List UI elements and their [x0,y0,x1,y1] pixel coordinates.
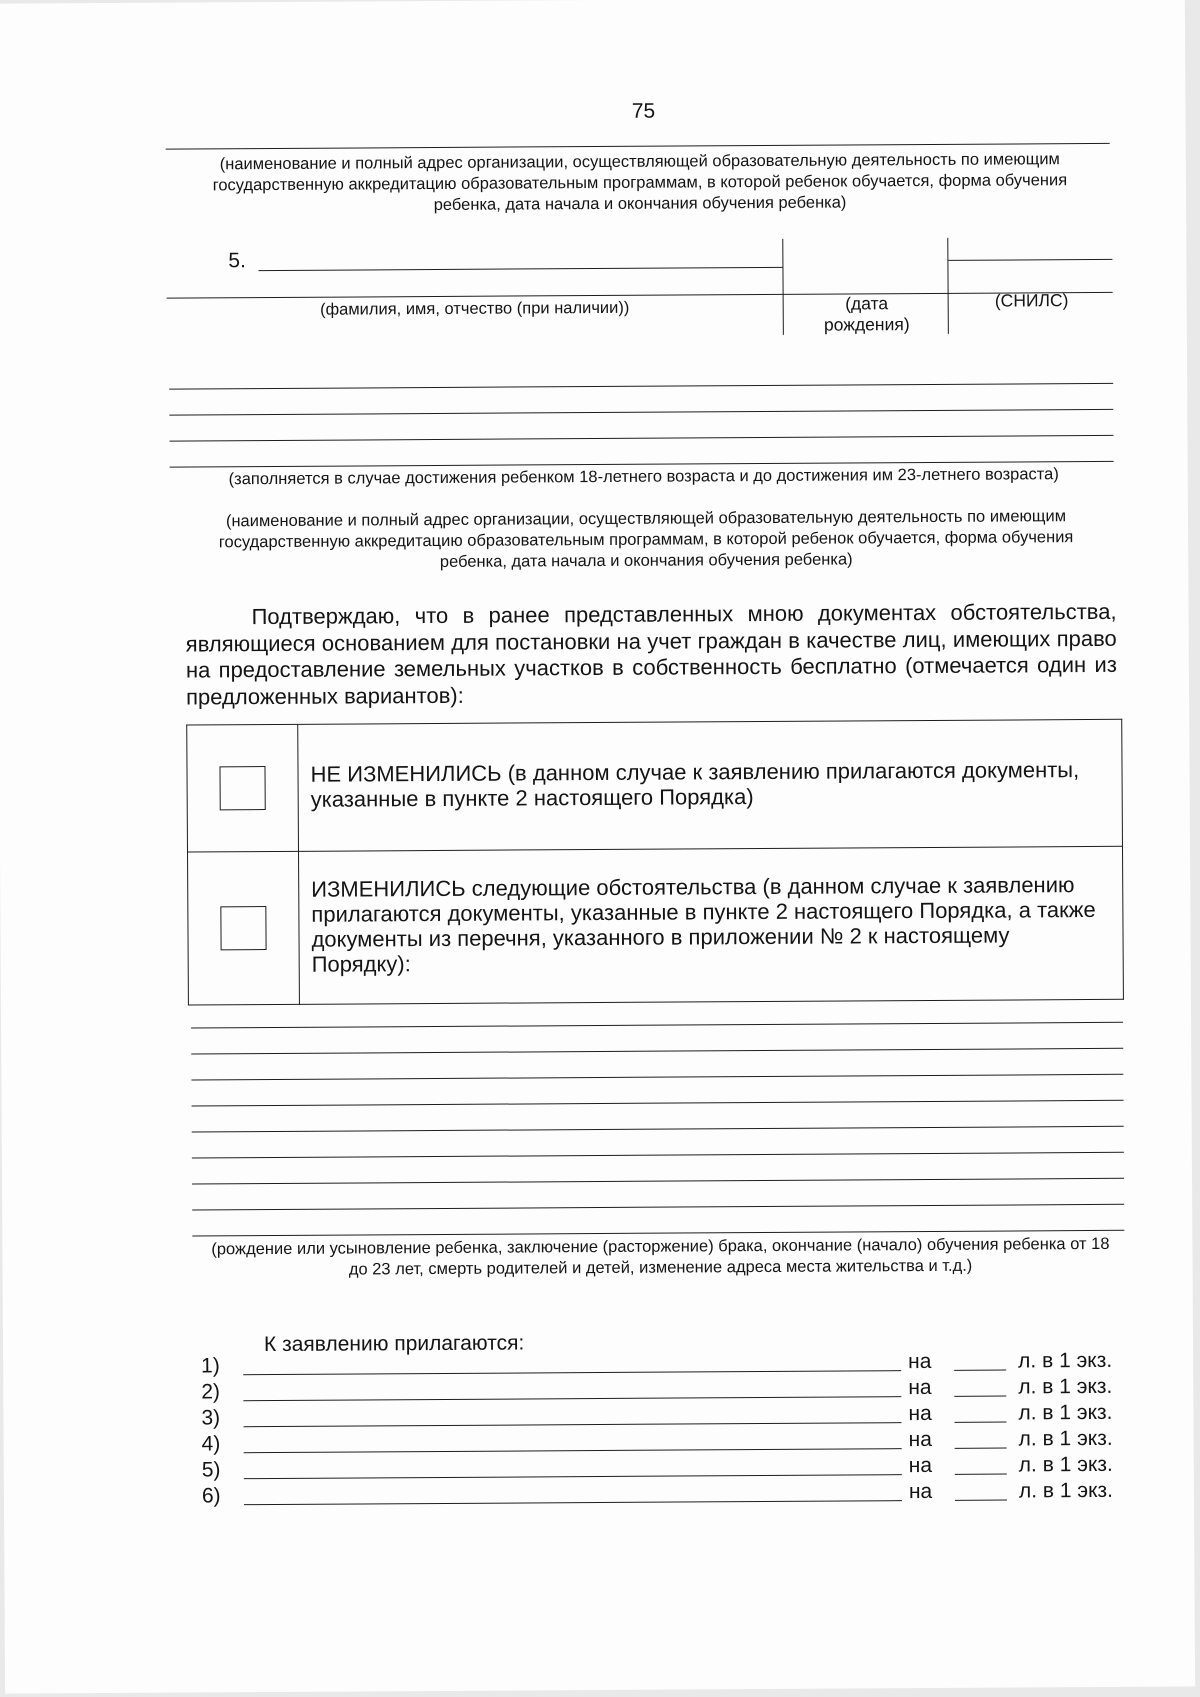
child-birth-caption: (дата рождения) [823,293,910,335]
attachment-name-field[interactable] [243,1396,901,1401]
attachments-heading: К заявлению прилагаются: [263,1331,525,1357]
attachment-na: на [908,1427,932,1452]
attachment-pages-field[interactable] [954,1370,1006,1371]
org-field-line[interactable] [169,383,1113,390]
attachment-suffix: л. в 1 экз. [1018,1478,1114,1503]
circumstances-field-line[interactable] [191,1022,1123,1029]
attachment-pages-field[interactable] [954,1422,1006,1423]
options-table [186,719,1124,1006]
child-divider-2 [947,238,949,334]
changed-checkbox[interactable] [220,906,266,950]
circumstances-field-line[interactable] [192,1100,1124,1107]
child-snils-field[interactable] [948,259,1112,261]
circumstances-field-line[interactable] [192,1178,1124,1185]
circumstances-field-line[interactable] [192,1152,1124,1159]
attachment-na: на [908,1479,933,1504]
option-row-unchanged [187,719,1123,852]
attachment-suffix: л. в 1 экз. [1018,1452,1113,1477]
option-box-cell [187,724,299,852]
attachment-na: на [908,1349,932,1374]
attachment-number: 3) [201,1406,221,1430]
attachment-pages-field[interactable] [955,1474,1007,1475]
circumstances-field-line[interactable] [192,1126,1124,1133]
org-field-line[interactable] [169,409,1113,416]
attachment-name-field[interactable] [243,1370,901,1375]
option-unchanged-text: НЕ ИЗМЕНИЛИСЬ (в данном случае к заявлению прилагаются документы, указанные в пункте 2 настоящего Порядка) [298,719,1123,851]
circumstances-field-line[interactable] [191,1074,1123,1081]
caption-org-top: (наименование и полный адрес организации, осуществляющей образовательную деятельность по имеющим государственную аккредитацию образовательным программам, в которой ребенок обучается, форма обучения ребенка, дата начала и окончания обучения ребенка) [212,150,1068,215]
child-snils-caption: (СНИЛС) [994,290,1069,311]
attachment-number: 2) [201,1380,221,1404]
attachment-na: на [908,1375,932,1400]
attachment-na: на [908,1401,932,1426]
attachment-name-field[interactable] [244,1448,902,1453]
child-divider-1 [782,239,784,335]
child-number: 5. [228,249,246,273]
attachment-number: 4) [201,1432,221,1456]
attachment-number: 5) [201,1458,221,1482]
child-name-caption: (фамилия, имя, отчество (при наличии)) [319,298,630,319]
org-line-top [166,143,1110,150]
attachment-name-field[interactable] [244,1422,902,1427]
attachment-name-field[interactable] [244,1500,902,1505]
attachment-suffix: л. в 1 экз. [1018,1400,1113,1425]
confirm-paragraph [185,599,1117,711]
unchanged-checkbox[interactable] [219,766,265,810]
attachment-row [202,1479,1122,1511]
attachment-pages-field[interactable] [954,1396,1006,1397]
caption-fill-condition: (заполняется в случае достижения ребенком 18-летнего возраста и до достижения им 23-летнего возраста) [228,465,1059,489]
attachment-pages-field[interactable] [955,1500,1007,1501]
attachment-suffix: л. в 1 экз. [1018,1348,1113,1373]
option-changed-text: ИЗМЕНИЛИСЬ следующие обстоятельства (в данном случае к заявлению прилагаются документы, указанные в пункте 2 настоящего Порядка, а также документы из перечня, указанного в приложении № 2 к настоящему Порядку): [299,846,1124,1004]
attachment-suffix: л. в 1 экз. [1018,1426,1113,1451]
child-name-field[interactable] [258,267,782,271]
attachment-na: на [908,1453,933,1478]
attachment-name-field[interactable] [244,1474,902,1479]
attachment-number: 1) [201,1354,220,1378]
attachment-pages-field[interactable] [955,1448,1007,1449]
circumstances-field-line[interactable] [191,1048,1123,1055]
circumstances-field-line[interactable] [192,1204,1124,1211]
org-field-line[interactable] [169,435,1113,442]
attachment-number: 6) [201,1484,221,1508]
option-box-cell [188,851,300,1005]
caption-circumstances: (рождение или усыновление ребенка, заключение (расторжение) брака, окончание (начало) обучения ребенка от 18 до 23 лет, смерть родителей и детей, изменение адреса места жительства и т.д.) [211,1234,1110,1279]
option-row-changed [188,846,1124,1005]
attachment-suffix: л. в 1 экз. [1018,1374,1113,1399]
caption-org-bottom: (наименование и полный адрес организации, осуществляющей образовательную деятельность по имеющим государственную аккредитацию образовательным программам, в которой ребенок обучается, форма обучения ребенка, дата начала и окончания обучения ребенка) [218,507,1074,571]
confirm-paragraph-text: Подтверждаю, что в ранее представленных мною документах обстоятельства, являющиеся основанием для постановки на учет граждан в качестве лиц, имеющих право на предоставление земельных участков в собственность бесплатно (отмечается один из предложенных вариантов): [185,598,1117,710]
page-number: 75 [631,99,656,123]
